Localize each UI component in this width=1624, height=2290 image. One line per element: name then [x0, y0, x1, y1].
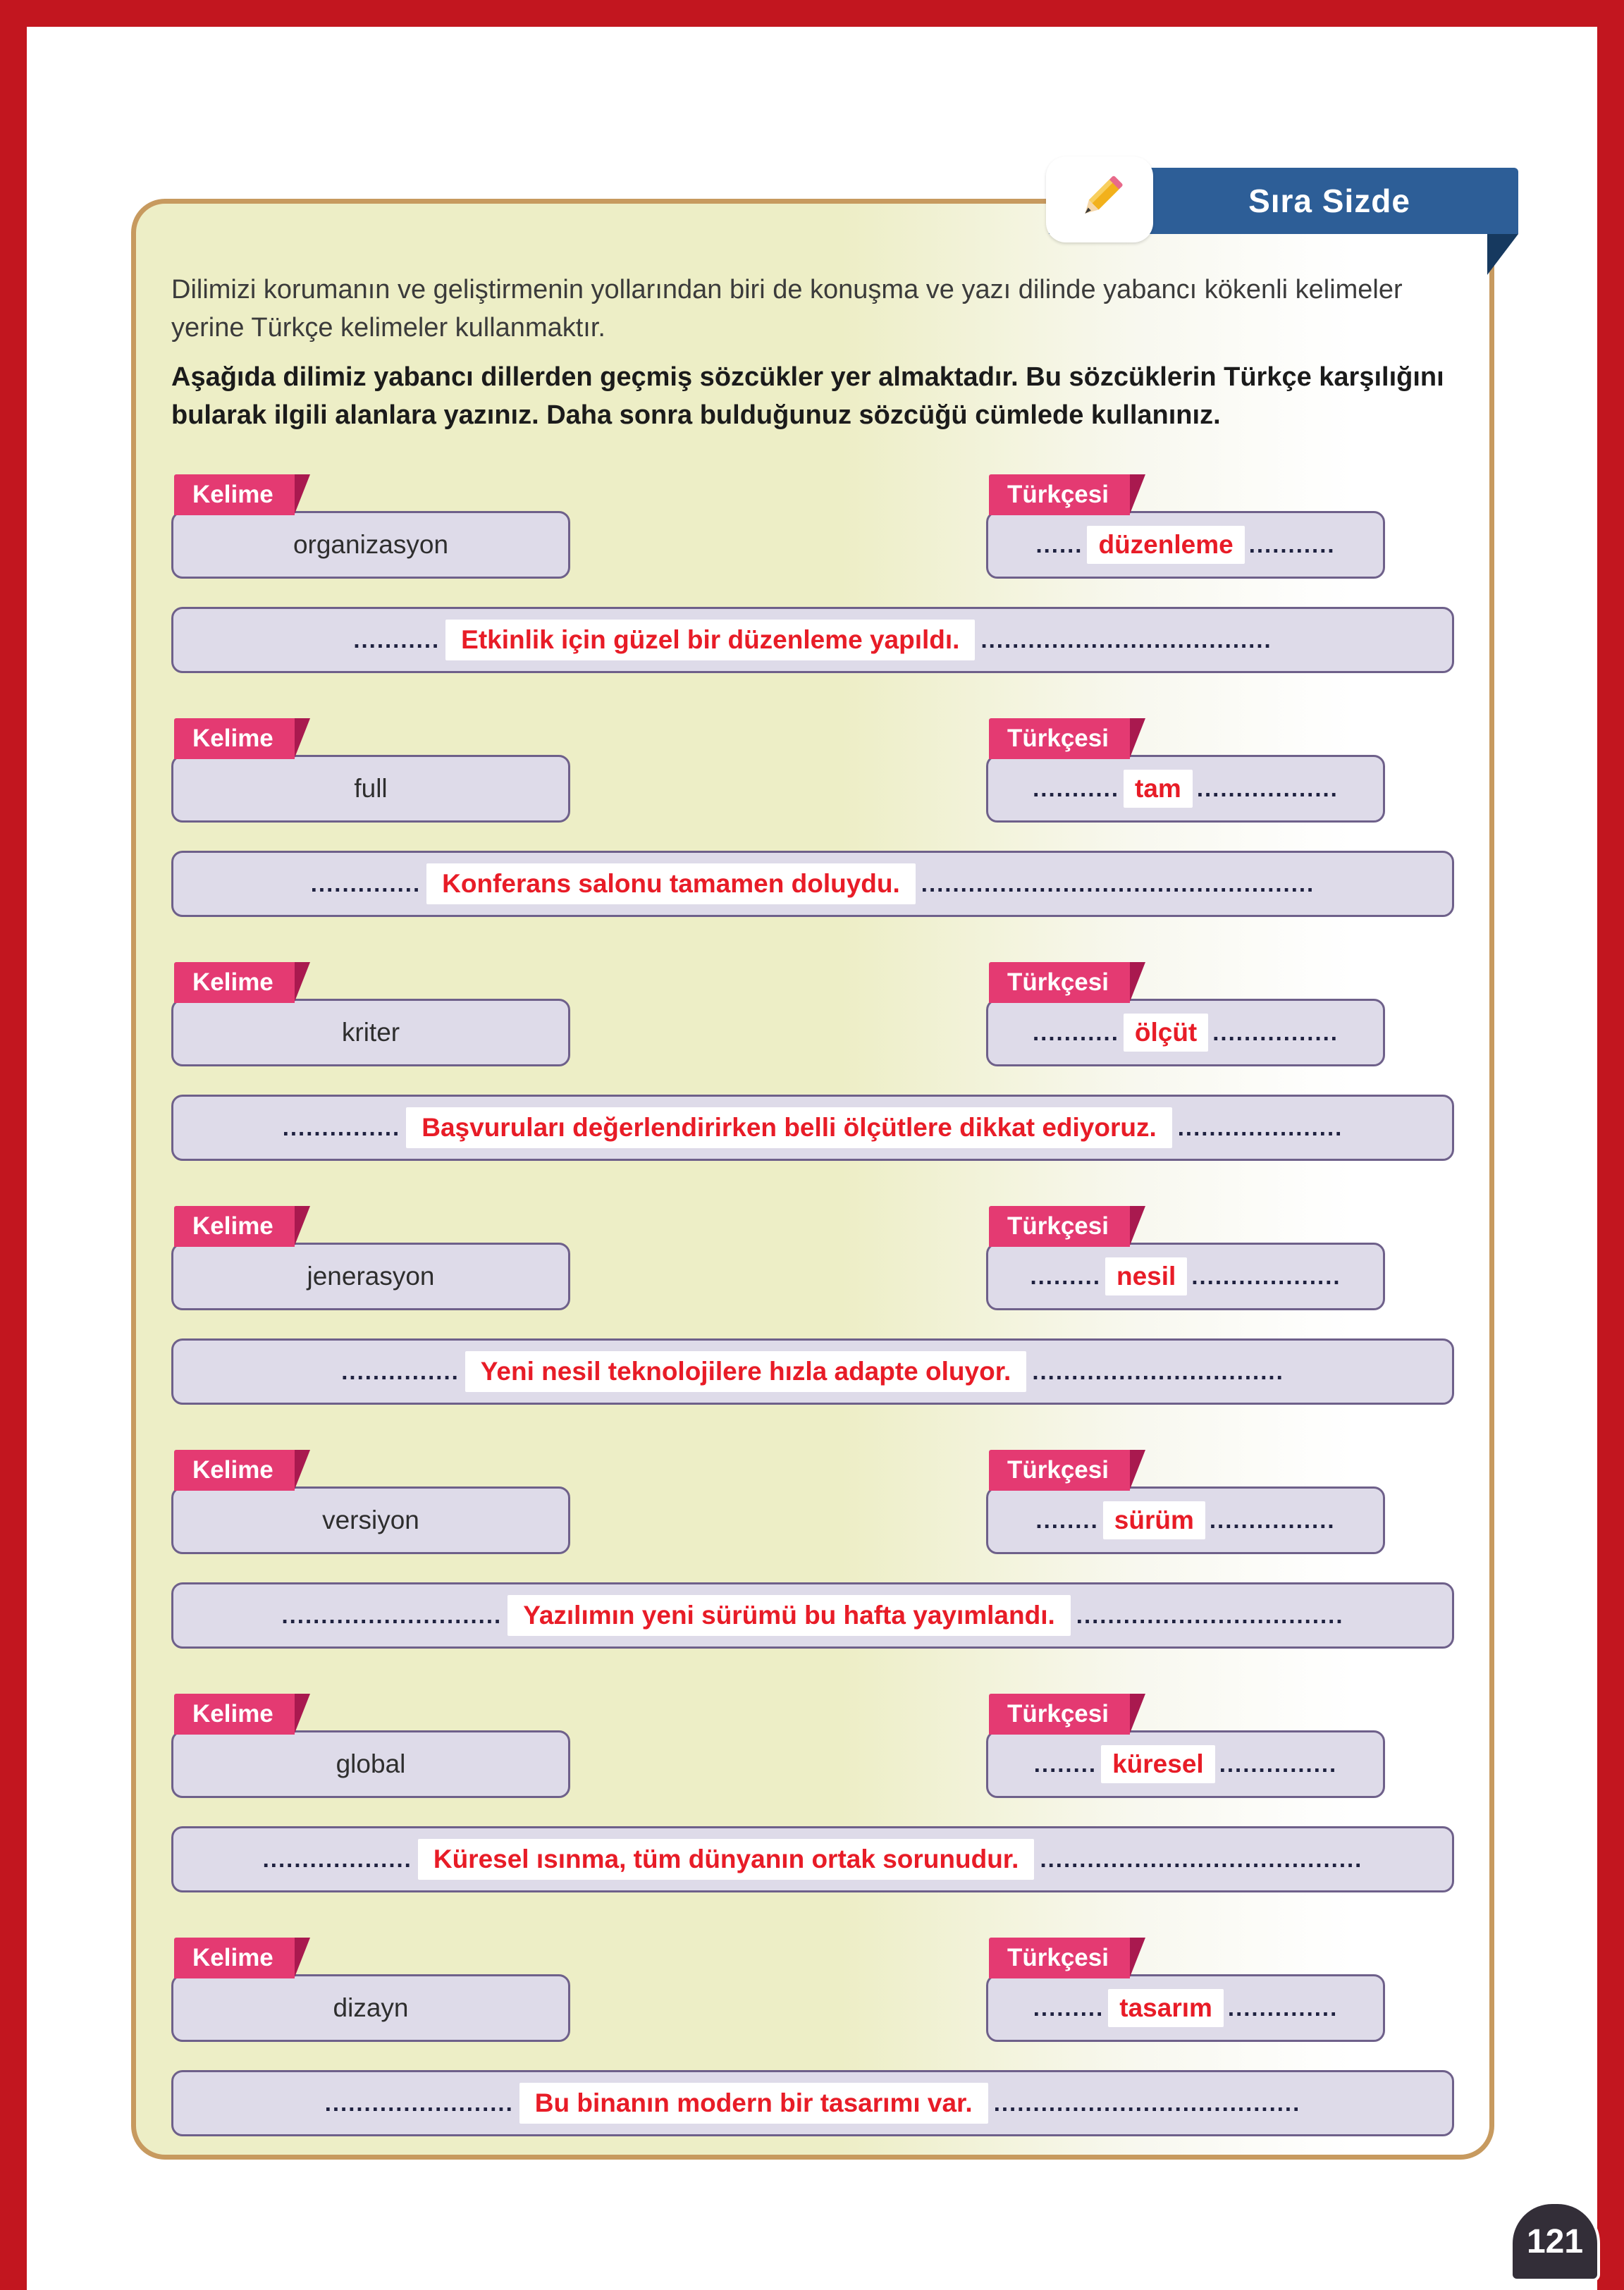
leader-dots: ........... [1033, 775, 1119, 801]
word-tab-label: Kelime [192, 480, 273, 508]
answer-box [986, 1974, 1385, 2042]
word-column [171, 1450, 570, 1554]
turkish-tab [989, 1694, 1130, 1735]
turkish-tab [989, 1450, 1130, 1491]
word-tab-label: Kelime [192, 1455, 273, 1484]
sentence-box [171, 1338, 1454, 1405]
leader-dots: ............... [282, 1114, 401, 1140]
page-number: 121 [1526, 2222, 1584, 2260]
page-frame-right [1597, 0, 1624, 2290]
word-column [171, 1206, 570, 1310]
turkish-tab [989, 962, 1130, 1003]
answer-word: küresel [1101, 1745, 1215, 1783]
answer-sentence: Yeni nesil teknolojilere hızla adapte oluyor. [465, 1351, 1027, 1392]
word-column [171, 1938, 570, 2042]
turkish-tab [989, 1938, 1130, 1978]
sentence-box [171, 1095, 1454, 1161]
pencil-icon [1072, 171, 1127, 229]
leader-dots: ................ [1209, 1506, 1336, 1533]
leader-dots: ........... [353, 626, 441, 653]
turkish-column [986, 718, 1385, 823]
leader-dots: ........ [1035, 1506, 1099, 1533]
answer-box [986, 1243, 1385, 1310]
exercise-item [171, 1938, 1454, 2136]
word-box [171, 511, 570, 579]
word-tab-label: Kelime [192, 1699, 273, 1728]
sentence-box [171, 1582, 1454, 1649]
leader-dots: ................................ [1032, 1358, 1284, 1384]
answer-sentence: Yazılımın yeni sürümü bu hafta yayımlandı. [508, 1595, 1071, 1636]
leader-dots: ..................................... [980, 626, 1272, 653]
foreign-word: versiyon [322, 1505, 419, 1534]
answer-word: tam [1124, 770, 1193, 808]
sentence-box [171, 2070, 1454, 2136]
answer-sentence: Etkinlik için güzel bir düzenleme yapıldı. [445, 620, 975, 660]
answer-word: tasarım [1108, 1989, 1224, 2027]
answer-sentence: Başvuruları değerlendirirken belli ölçütlere dikkat ediyoruz. [406, 1107, 1172, 1148]
turkish-tab [989, 718, 1130, 759]
word-tab-label: Kelime [192, 968, 273, 996]
turkish-tab-label: Türkçesi [1007, 1699, 1109, 1728]
foreign-word: full [354, 773, 388, 803]
turkish-column [986, 1206, 1385, 1310]
word-tab [174, 962, 295, 1003]
answer-word: düzenleme [1087, 526, 1244, 564]
section-banner [1049, 168, 1518, 234]
leader-dots: .................. [1196, 775, 1339, 801]
answer-box [986, 999, 1385, 1066]
exercise-item [171, 474, 1454, 673]
foreign-word: organizasyon [293, 529, 449, 559]
turkish-column [986, 1938, 1385, 2042]
turkish-tab-label: Türkçesi [1007, 1943, 1109, 1971]
word-tab [174, 718, 295, 759]
leader-dots: ................... [262, 1845, 412, 1872]
instructions-text: Aşağıda dilimiz yabancı dillerden geçmiş sözcükler yer almaktadır. Bu sözcüklerin Türkçe karşılığını bularak ilgili alanlara yazınız. Daha sonra bulduğunuz sözcüğü cümlede kullanınız. [171, 362, 1444, 430]
answer-sentence: Bu binanın modern bir tasarımı var. [519, 2083, 988, 2124]
word-box [171, 1486, 570, 1554]
answer-box [986, 511, 1385, 579]
word-box [171, 1243, 570, 1310]
foreign-word: jenerasyon [307, 1261, 435, 1291]
leader-dots: ............................ [281, 1601, 503, 1628]
answer-sentence: Konferans salonu tamamen doluydu. [426, 863, 916, 904]
exercise-item [171, 962, 1454, 1161]
word-column [171, 474, 570, 579]
leader-dots: ......... [1033, 1994, 1105, 2021]
leader-dots: ........... [1248, 531, 1336, 558]
pencil-tab [1046, 156, 1153, 242]
leader-dots: ......... [1030, 1262, 1101, 1289]
word-column [171, 1694, 570, 1798]
turkish-tab-label: Türkçesi [1007, 968, 1109, 996]
turkish-column [986, 962, 1385, 1066]
leader-dots: ...... [1035, 531, 1083, 558]
leader-dots: .............. [310, 870, 422, 897]
foreign-word: kriter [341, 1017, 400, 1047]
exercise-item [171, 718, 1454, 917]
section-title: Sıra Sizde [1248, 183, 1410, 219]
page-number-badge [1510, 2201, 1600, 2282]
leader-dots: ................ [1212, 1018, 1339, 1045]
exercise-item [171, 1694, 1454, 1892]
leader-dots: ........................ [324, 2089, 514, 2116]
turkish-column [986, 474, 1385, 579]
leader-dots: .............. [1227, 1994, 1339, 2021]
foreign-word: dizayn [333, 1993, 409, 2022]
leader-dots: ............... [341, 1358, 460, 1384]
leader-dots: ............... [1219, 1750, 1338, 1777]
turkish-tab-label: Türkçesi [1007, 480, 1109, 508]
word-box [171, 755, 570, 823]
answer-word: sürüm [1103, 1501, 1205, 1539]
word-tab [174, 1450, 295, 1491]
word-tab [174, 1938, 295, 1978]
leader-dots: .................................. [1076, 1601, 1344, 1628]
sentence-box [171, 607, 1454, 673]
word-column [171, 718, 570, 823]
sentence-box [171, 1826, 1454, 1892]
word-tab [174, 474, 295, 515]
leader-dots: .................................................. [921, 870, 1315, 897]
answer-box [986, 1730, 1385, 1798]
answer-sentence: Küresel ısınma, tüm dünyanın ortak sorunudur. [418, 1839, 1035, 1880]
intro-text: Dilimizi korumanın ve geliştirmenin yollarından biri de konuşma ve yazı dilinde yabancı kökenli kelimeler yerine Türkçe kelimeler kullanmaktır. [171, 275, 1403, 343]
turkish-tab-label: Türkçesi [1007, 1455, 1109, 1484]
turkish-tab-label: Türkçesi [1007, 724, 1109, 752]
exercise-item [171, 1450, 1454, 1649]
page-frame-left [0, 0, 27, 2290]
word-box [171, 1730, 570, 1798]
word-tab-label: Kelime [192, 1212, 273, 1240]
answer-box [986, 1486, 1385, 1554]
answer-word: ölçüt [1124, 1014, 1208, 1052]
leader-dots: ........ [1033, 1750, 1097, 1777]
turkish-tab [989, 474, 1130, 515]
leader-dots: ........... [1033, 1018, 1119, 1045]
turkish-column [986, 1694, 1385, 1798]
exercise-panel [131, 199, 1494, 2160]
answer-word: nesil [1105, 1257, 1187, 1295]
turkish-tab-label: Türkçesi [1007, 1212, 1109, 1240]
leader-dots: ......................................... [1040, 1845, 1363, 1872]
answer-box [986, 755, 1385, 823]
word-tab-label: Kelime [192, 1943, 273, 1971]
sentence-box [171, 851, 1454, 917]
word-tab [174, 1206, 295, 1247]
word-tab-label: Kelime [192, 724, 273, 752]
foreign-word: global [336, 1749, 406, 1778]
word-box [171, 1974, 570, 2042]
word-column [171, 962, 570, 1066]
exercise-item [171, 1206, 1454, 1405]
word-box [171, 999, 570, 1066]
page-frame-top [0, 0, 1624, 27]
turkish-tab [989, 1206, 1130, 1247]
leader-dots: ..................... [1177, 1114, 1343, 1140]
turkish-column [986, 1450, 1385, 1554]
leader-dots: ................... [1191, 1262, 1341, 1289]
word-tab [174, 1694, 295, 1735]
leader-dots: ....................................... [993, 2089, 1301, 2116]
